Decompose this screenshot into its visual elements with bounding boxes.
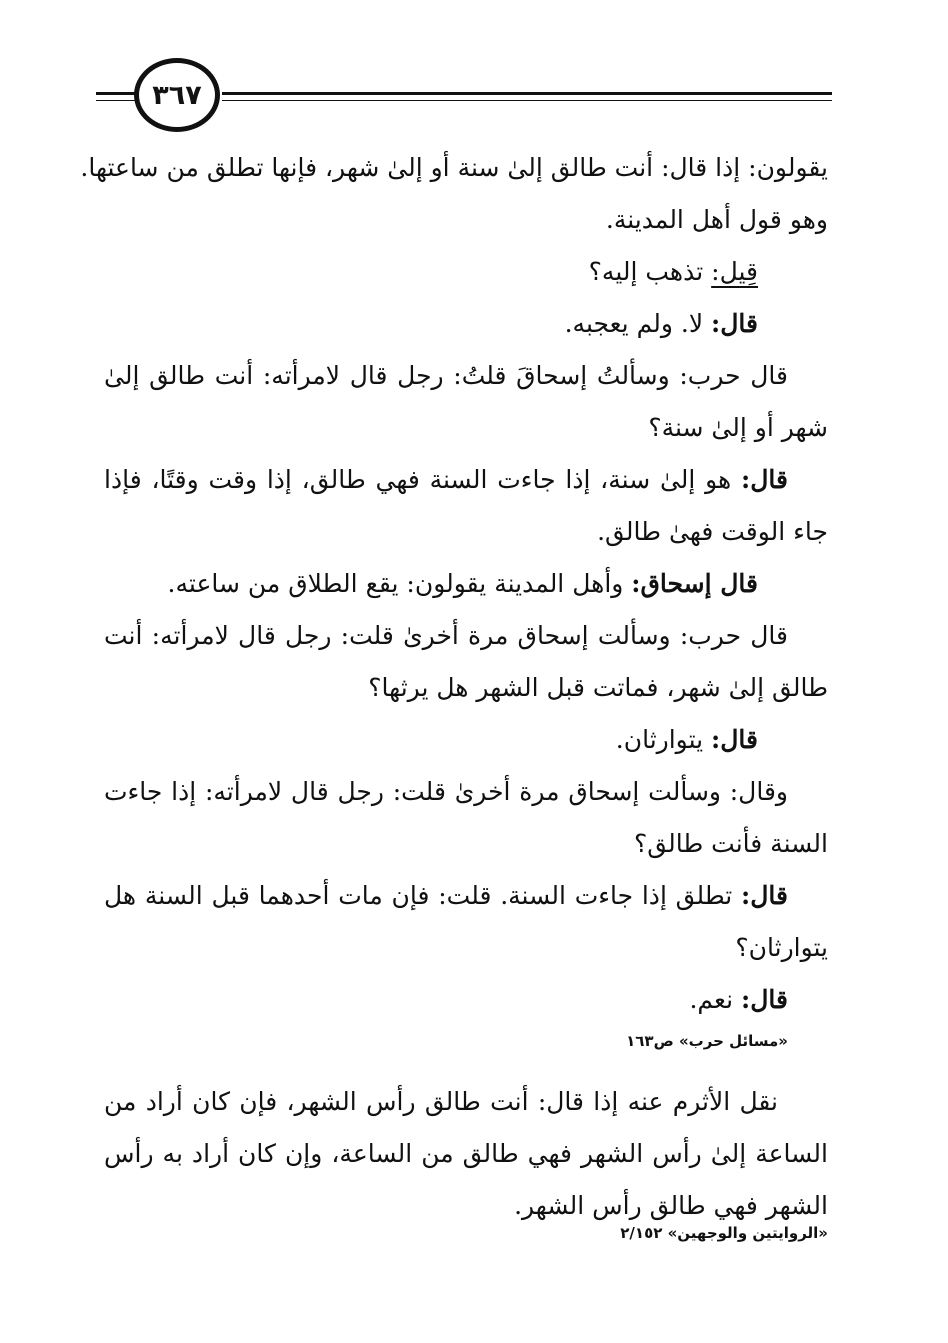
text-line: قال حرب: وسألت إسحاق مرة أخرىٰ قلت: رجل قال لامرأته: أنت bbox=[104, 621, 788, 650]
speaker-label: قال: bbox=[741, 881, 788, 910]
page-number: ٣٦٧ bbox=[134, 58, 220, 132]
header-rule bbox=[222, 92, 832, 95]
line-text: هو إلىٰ سنة، إذا جاءت السنة فهي طالق، إذا وقت وقتًا، فإذا bbox=[104, 465, 742, 494]
line-text: لا. ولم يعجبه. bbox=[564, 309, 712, 338]
text-line: طالق إلىٰ شهر، فماتت قبل الشهر هل يرثها؟ bbox=[368, 673, 828, 702]
text-line: جاء الوقت فهىٰ طالق. bbox=[597, 517, 828, 546]
text-line: وقال: وسألت إسحاق مرة أخرىٰ قلت: رجل قال لامرأته: إذا جاءت bbox=[104, 777, 788, 806]
text-line: شهر أو إلىٰ سنة؟ bbox=[648, 413, 828, 442]
line-text: وأهل المدينة يقولون: يقع الطلاق من ساعته. bbox=[167, 569, 632, 598]
text-line: قال حرب: وسألتُ إسحاقَ قلتُ: رجل قال لامرأته: أنت طالق إلىٰ bbox=[104, 361, 788, 390]
text-line: السنة فأنت طالق؟ bbox=[633, 829, 828, 858]
page-header bbox=[96, 58, 832, 138]
text-line bbox=[104, 246, 828, 298]
text-line bbox=[104, 558, 828, 610]
speaker-label: قال: bbox=[741, 465, 788, 494]
speaker-label: قال: bbox=[711, 309, 758, 338]
header-rule bbox=[96, 92, 136, 95]
line-text: نعم. bbox=[689, 985, 742, 1014]
page-body bbox=[80, 142, 828, 1232]
line-text: تذهب إليه؟ bbox=[588, 257, 712, 286]
source-citation: «مسائل حرب» ص١٦٣ bbox=[626, 1032, 788, 1050]
text-line: الشهر فهي طالق رأس الشهر. bbox=[514, 1191, 828, 1220]
speaker-label: قِيل: bbox=[711, 257, 758, 286]
text-line bbox=[104, 974, 828, 1026]
text-line bbox=[104, 454, 828, 506]
speaker-label: قال: bbox=[741, 985, 788, 1014]
text-line: الساعة إلىٰ رأس الشهر فهي طالق من الساعة، وإن كان أراد به رأس bbox=[104, 1139, 828, 1168]
text-line: يتوارثان؟ bbox=[735, 933, 828, 962]
line-text: يتوارثان. bbox=[615, 725, 712, 754]
line-text: تطلق إذا جاءت السنة. قلت: فإن مات أحدهما قبل السنة هل bbox=[104, 881, 742, 910]
header-rule bbox=[222, 100, 832, 101]
source-citation: «الروايتين والوجهين» ٢/١٥٢ bbox=[620, 1224, 828, 1242]
speaker-label: قال: bbox=[711, 725, 758, 754]
text-line: وهو قول أهل المدينة. bbox=[605, 205, 828, 234]
text-line: نقل الأثرم عنه إذا قال: أنت طالق رأس الشهر، فإن كان أراد من bbox=[104, 1087, 778, 1116]
text-line bbox=[104, 714, 828, 766]
text-line: يقولون: إذا قال: أنت طالق إلىٰ سنة أو إلىٰ شهر، فإنها تطلق من ساعتها. bbox=[80, 153, 828, 182]
speaker-label: قال إسحاق: bbox=[631, 569, 758, 598]
text-line bbox=[104, 298, 828, 350]
text-line bbox=[104, 870, 828, 922]
header-rule bbox=[96, 100, 136, 101]
